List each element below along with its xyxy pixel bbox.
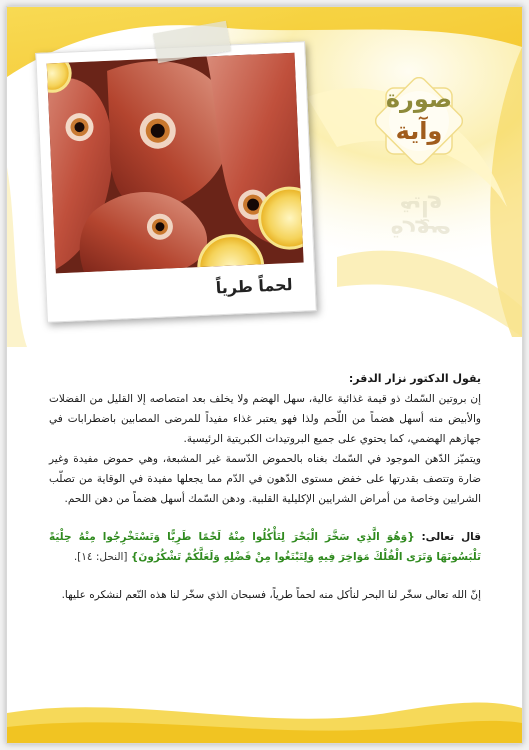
badge-title-line1: صورة	[385, 85, 453, 113]
badge-reflection: صورة وآية	[390, 195, 452, 245]
photo-caption: لحماً طرياً	[215, 275, 293, 298]
photo-card	[35, 41, 317, 323]
quran-reference: [النحل: ١٤].	[73, 551, 128, 563]
paragraph-fat: ويتميّز الدّهن الموجود في السّمك بغناه بالحموض الدّسمة غير المشبعة، وهي حموض مفيدة وغير ضارة وتتصف بقدرتها على خفض مستوى الدّهون في الدّم مما يجعلها مفيدة في الوقاية من تصلّب الشرايين وخاصة من أمراض الشرايين الإكليلية القلبية. ودهن السّمك أسهل هضماً من دهن اللحم.	[49, 453, 481, 505]
closing-paragraph: إنّ الله تعالى سخّر لنا البحر لنأكل منه لحماً طرياً، فسبحان الذي سخّر لنا هذه النّعم لنشكره عليها.	[61, 589, 481, 601]
section-badge	[375, 77, 463, 165]
paragraph-protein: إن بروتين السّمك ذو قيمة غذائية عالية، سهل الهضم ولا يخلف بعد امتصاصه إلا القليل من الفضلات والأبيض منه أسهل هضماً من اللّحم ولذا فهو يعتبر غذاء مفيداً للمرضى المصابين باضطرابات في جهازهم الهضمي، كما يحتوي على جميع البروتيدات الكبريتية الرئيسية.	[49, 393, 481, 445]
article-body	[49, 369, 481, 605]
page	[6, 6, 523, 744]
footer-swirl	[7, 683, 522, 743]
author-line: يقول الدكتور نزار الدقر:	[348, 372, 481, 385]
quran-block	[49, 527, 481, 567]
quran-verse: {وَهُوَ الَّذِي سَخَّرَ الْبَحْرَ لِتَأْكُلُوا مِنْهُ لَحْمًا طَرِيًّا وَتَسْتَخْرِجُوا مِنْهُ حِلْيَةً تَلْبَسُونَهَا وَتَرَى الْفُلْكَ مَوَاخِرَ فِيهِ وَلِتَبْتَغُوا مِنْ فَضْلِهِ وَلَعَلَّكُمْ تَشْكُرُونَ}	[49, 531, 481, 563]
fish-photo	[47, 53, 304, 274]
fish-image	[47, 53, 304, 274]
quran-intro: قال تعالى:	[421, 531, 482, 543]
badge-title-line2: وآية	[395, 117, 443, 145]
